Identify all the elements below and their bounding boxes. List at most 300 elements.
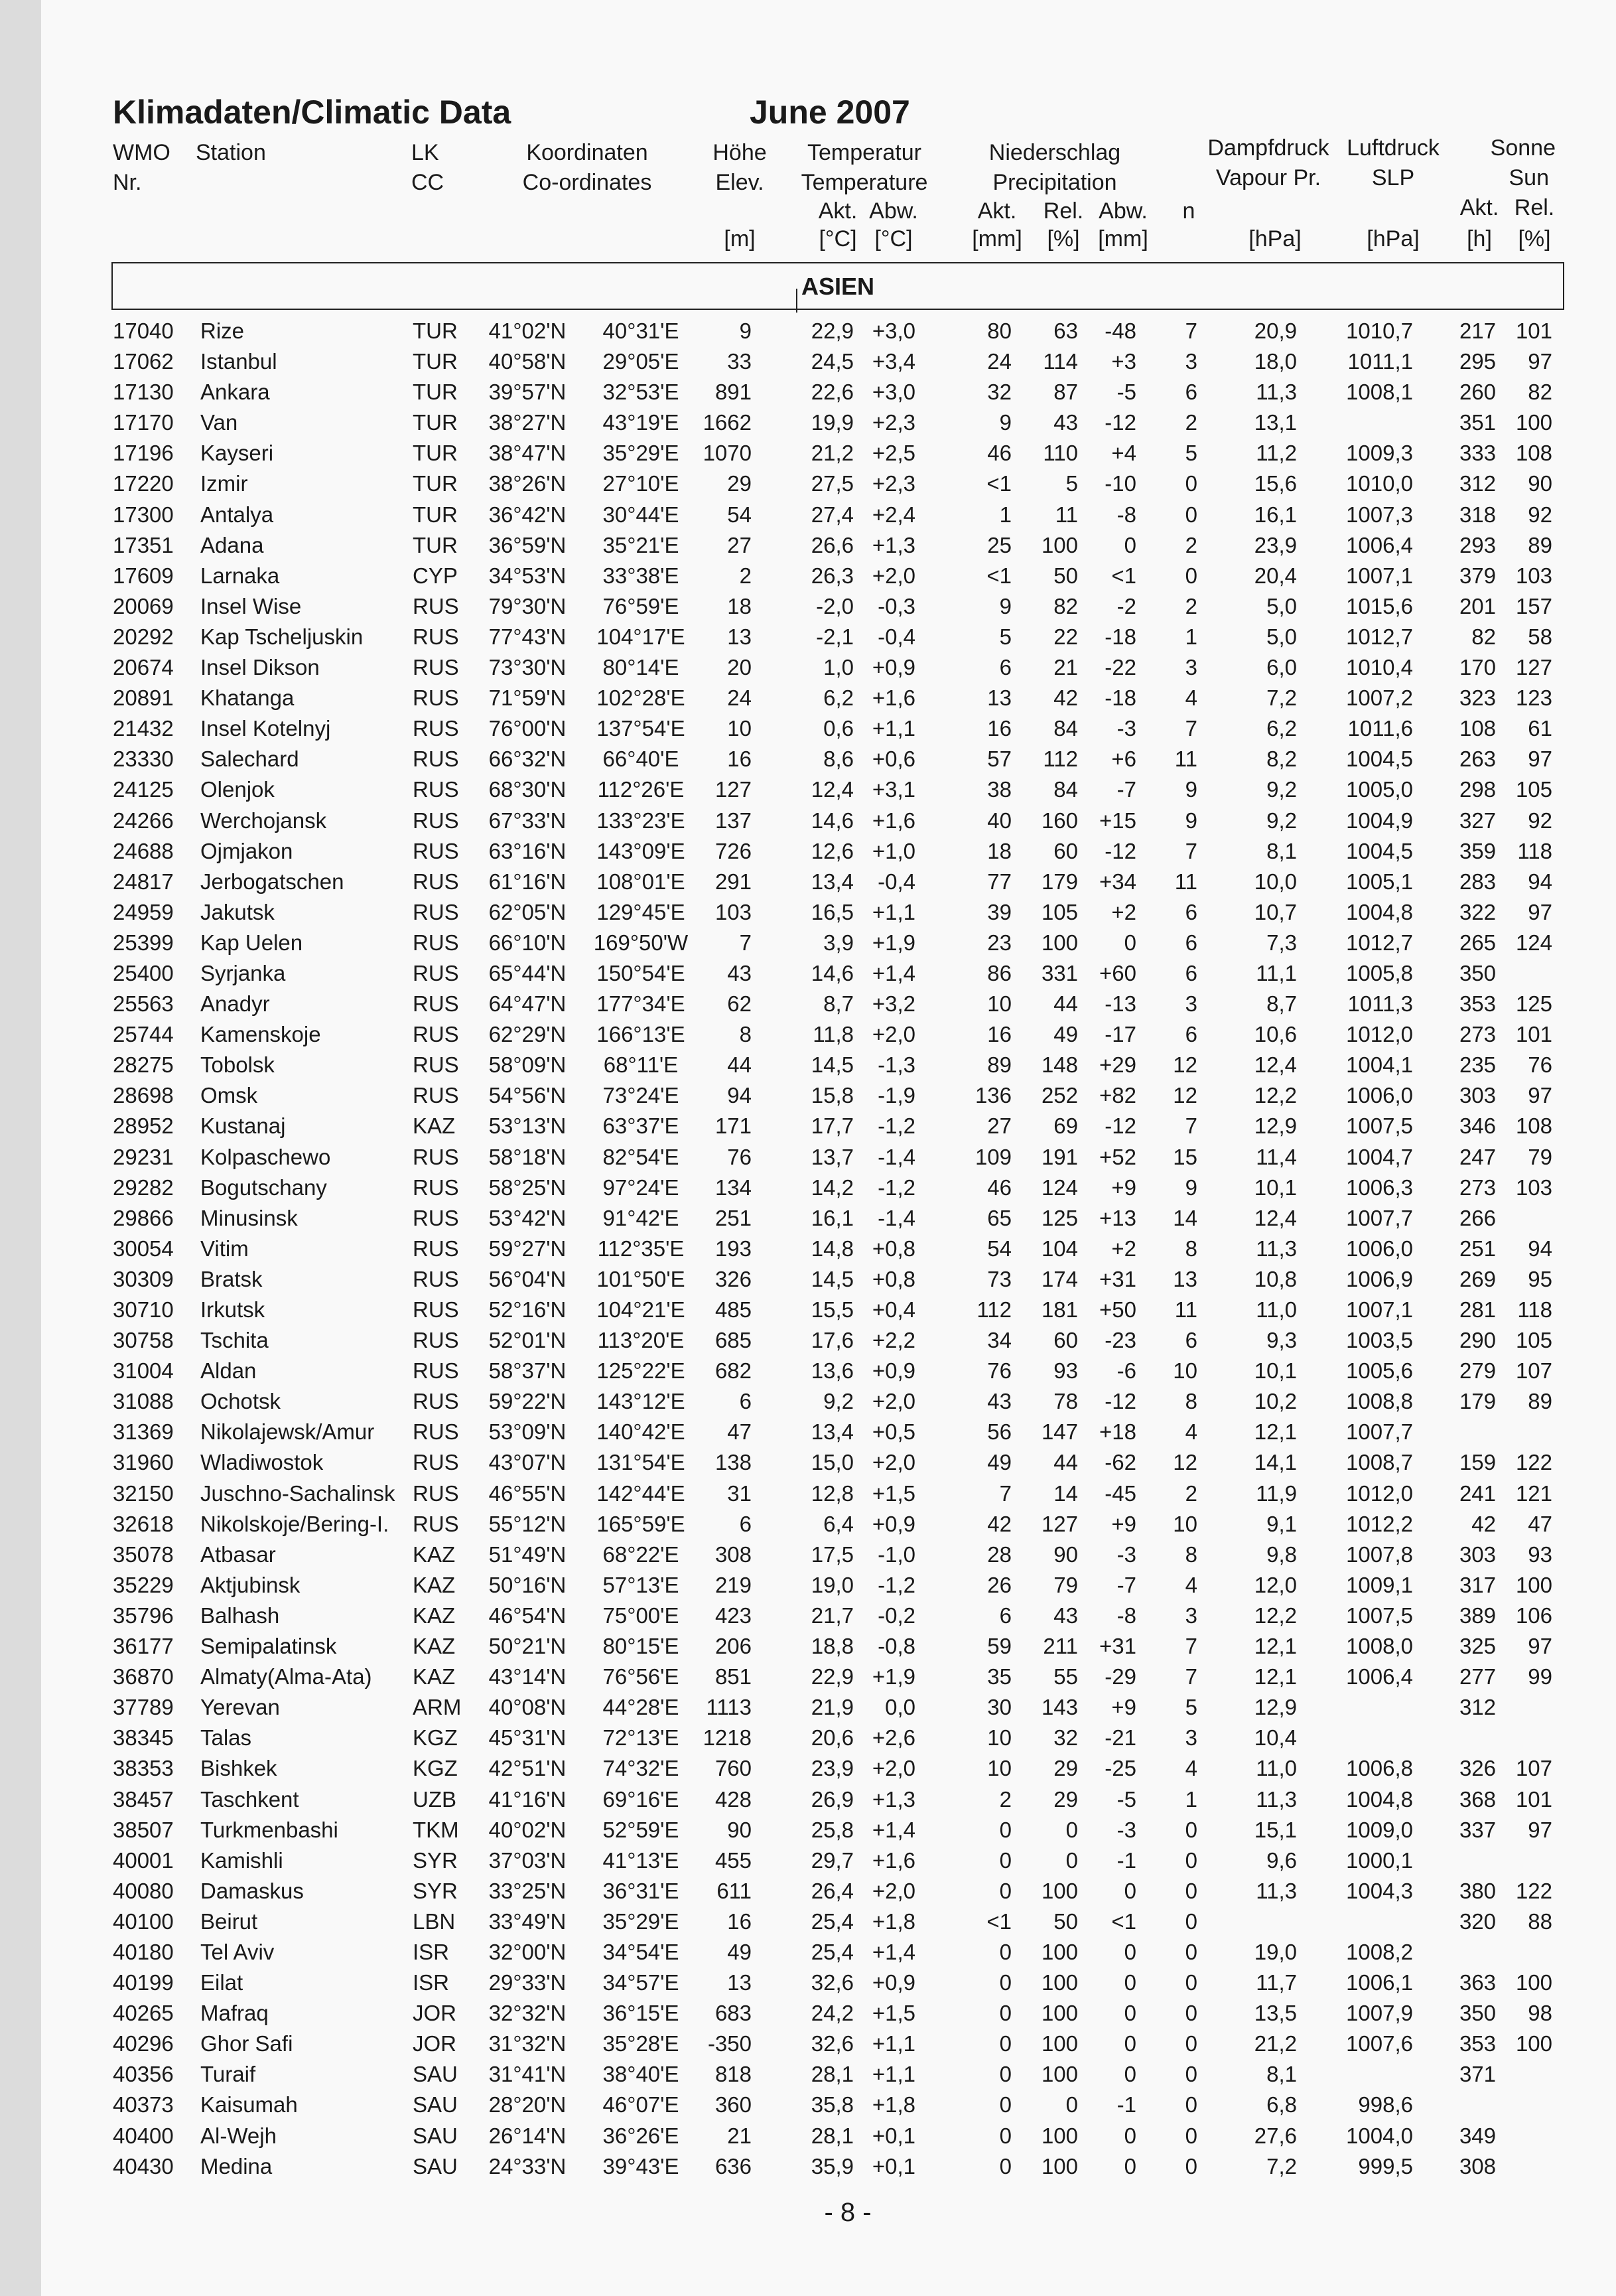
station-name-cell: Aktjubinsk bbox=[200, 1572, 301, 1597]
latitude-cell: 41°02'N bbox=[488, 319, 567, 343]
precipitation-days-cell: 12 bbox=[1173, 1083, 1197, 1108]
vapour-pressure-cell: 7,2 bbox=[1266, 685, 1297, 711]
vapour-pressure-cell: 27,6 bbox=[1254, 2123, 1297, 2148]
sunshine-hours-cell: 293 bbox=[1459, 532, 1496, 557]
precipitation-days-cell: 0 bbox=[1185, 2153, 1197, 2179]
elevation-cell: 683 bbox=[714, 2001, 752, 2026]
station-name-cell: Izmir bbox=[200, 471, 248, 496]
vapour-pressure-cell: 10,1 bbox=[1254, 1358, 1297, 1384]
precipitation-relative-cell: 211 bbox=[1043, 1634, 1078, 1659]
precipitation-relative-cell: 42 bbox=[1053, 685, 1078, 711]
sea-level-pressure-cell: 1010,0 bbox=[1346, 471, 1413, 496]
column-header-label: Co-ordinates bbox=[522, 170, 652, 195]
precipitation-relative-cell: 100 bbox=[1041, 2001, 1078, 2026]
sea-level-pressure-cell: 1004,5 bbox=[1346, 838, 1413, 863]
precipitation-actual-cell: 49 bbox=[987, 1450, 1012, 1475]
precipitation-days-cell: 9 bbox=[1185, 777, 1197, 802]
country-code-cell: TUR bbox=[413, 349, 458, 374]
sea-level-pressure-cell: 1012,0 bbox=[1346, 1480, 1413, 1506]
precipitation-relative-cell: 29 bbox=[1053, 1786, 1078, 1812]
temperature-actual-cell: 9,2 bbox=[823, 1389, 854, 1414]
wmo-number-cell: 40001 bbox=[113, 1847, 174, 1873]
table-row bbox=[0, 1386, 1616, 1417]
precipitation-deviation-cell: -10 bbox=[1105, 471, 1136, 496]
wmo-number-cell: 17196 bbox=[113, 441, 174, 466]
sunshine-relative-cell: 106 bbox=[1515, 1603, 1552, 1628]
wmo-number-cell: 30758 bbox=[113, 1328, 174, 1353]
longitude-cell: 34°54'E bbox=[602, 1939, 679, 1964]
precipitation-days-cell: 0 bbox=[1185, 1878, 1197, 1903]
sea-level-pressure-cell: 1006,1 bbox=[1346, 1970, 1413, 1995]
vapour-pressure-cell: 5,0 bbox=[1266, 624, 1297, 649]
vapour-pressure-cell: 12,4 bbox=[1254, 1052, 1297, 1078]
sea-level-pressure-cell: 1006,4 bbox=[1346, 1664, 1413, 1689]
station-name-cell: Tobolsk bbox=[200, 1052, 275, 1078]
sunshine-hours-cell: 312 bbox=[1459, 471, 1496, 496]
precipitation-relative-cell: 21 bbox=[1053, 655, 1078, 680]
sea-level-pressure-cell: 1006,8 bbox=[1346, 1756, 1413, 1781]
sunshine-hours-cell: 325 bbox=[1459, 1634, 1496, 1659]
temperature-deviation-cell: +1,9 bbox=[872, 1664, 915, 1689]
sunshine-relative-cell: 107 bbox=[1515, 1756, 1552, 1781]
sea-level-pressure-cell: 1006,3 bbox=[1346, 1175, 1413, 1200]
elevation-cell: 423 bbox=[714, 1603, 752, 1628]
column-header-label: [h] bbox=[1467, 226, 1492, 251]
sunshine-relative-cell: 79 bbox=[1528, 1144, 1552, 1169]
station-name-cell: Talas bbox=[200, 1725, 252, 1751]
precipitation-deviation-cell: 0 bbox=[1124, 2001, 1136, 2026]
temperature-deviation-cell: -1,9 bbox=[878, 1083, 915, 1108]
longitude-cell: 68°11'E bbox=[603, 1052, 679, 1078]
sea-level-pressure-cell: 1008,8 bbox=[1346, 1389, 1413, 1414]
latitude-cell: 73°30'N bbox=[488, 655, 567, 680]
precipitation-actual-cell: 10 bbox=[987, 1725, 1012, 1751]
table-row bbox=[0, 1906, 1616, 1937]
precipitation-actual-cell: 0 bbox=[999, 2062, 1012, 2087]
table-row bbox=[0, 438, 1616, 468]
sunshine-relative-cell: 107 bbox=[1515, 1358, 1552, 1384]
precipitation-actual-cell: 9 bbox=[999, 593, 1012, 618]
wmo-number-cell: 21432 bbox=[113, 716, 174, 741]
precipitation-relative-cell: 0 bbox=[1065, 1847, 1078, 1873]
sea-level-pressure-cell: 1007,9 bbox=[1346, 2001, 1413, 2026]
wmo-number-cell: 30054 bbox=[113, 1236, 174, 1261]
temperature-deviation-cell: +2,0 bbox=[872, 563, 915, 588]
latitude-cell: 50°16'N bbox=[488, 1572, 567, 1597]
wmo-number-cell: 28698 bbox=[113, 1083, 174, 1108]
temperature-actual-cell: 0,6 bbox=[823, 716, 854, 741]
precipitation-actual-cell: 10 bbox=[987, 1756, 1012, 1781]
country-code-cell: RUS bbox=[413, 1480, 459, 1506]
temperature-deviation-cell: +1,5 bbox=[872, 1480, 915, 1506]
precipitation-actual-cell: 6 bbox=[999, 655, 1012, 680]
sunshine-hours-cell: 260 bbox=[1459, 380, 1496, 405]
precipitation-deviation-cell: -1 bbox=[1116, 1847, 1136, 1873]
vapour-pressure-cell: 20,9 bbox=[1254, 319, 1297, 343]
precipitation-deviation-cell: -13 bbox=[1105, 991, 1136, 1017]
table-row bbox=[0, 1417, 1616, 1447]
wmo-number-cell: 17040 bbox=[113, 319, 174, 343]
precipitation-deviation-cell: +4 bbox=[1111, 441, 1136, 466]
table-row bbox=[0, 1111, 1616, 1141]
table-row bbox=[0, 1570, 1616, 1601]
table-row bbox=[0, 1325, 1616, 1356]
precipitation-days-cell: 2 bbox=[1185, 410, 1197, 435]
precipitation-days-cell: 0 bbox=[1185, 1939, 1197, 1964]
temperature-deviation-cell: +0,9 bbox=[872, 1511, 915, 1536]
longitude-cell: 36°15'E bbox=[602, 2001, 679, 2026]
precipitation-days-cell: 4 bbox=[1185, 1419, 1197, 1445]
wmo-number-cell: 40430 bbox=[113, 2153, 174, 2179]
longitude-cell: 125°22'E bbox=[596, 1358, 685, 1384]
vapour-pressure-cell: 10,8 bbox=[1254, 1266, 1297, 1291]
table-row bbox=[0, 928, 1616, 958]
table-row bbox=[0, 1662, 1616, 1692]
sunshine-hours-cell: 277 bbox=[1459, 1664, 1496, 1689]
temperature-actual-cell: 8,6 bbox=[823, 747, 854, 772]
precipitation-days-cell: 12 bbox=[1173, 1450, 1197, 1475]
precipitation-days-cell: 6 bbox=[1185, 930, 1197, 955]
precipitation-days-cell: 13 bbox=[1173, 1266, 1197, 1291]
temperature-actual-cell: 24,2 bbox=[811, 2001, 854, 2026]
station-name-cell: Kamishli bbox=[200, 1847, 283, 1873]
vapour-pressure-cell: 19,0 bbox=[1254, 1939, 1297, 1964]
country-code-cell: RUS bbox=[413, 1022, 459, 1047]
temperature-deviation-cell: +0,9 bbox=[872, 1970, 915, 1995]
precipitation-days-cell: 0 bbox=[1185, 1908, 1197, 1934]
temperature-deviation-cell: +2,6 bbox=[872, 1725, 915, 1751]
sea-level-pressure-cell: 1012,7 bbox=[1346, 624, 1413, 649]
temperature-deviation-cell: +1,4 bbox=[872, 1939, 915, 1964]
sea-level-pressure-cell: 998,6 bbox=[1358, 2092, 1413, 2117]
precipitation-deviation-cell: +2 bbox=[1111, 899, 1136, 924]
station-name-cell: Ankara bbox=[200, 380, 270, 405]
vapour-pressure-cell: 8,2 bbox=[1266, 747, 1297, 772]
temperature-deviation-cell: +2,0 bbox=[872, 1878, 915, 1903]
station-name-cell: Olenjok bbox=[200, 777, 275, 802]
temperature-deviation-cell: +2,3 bbox=[872, 471, 915, 496]
sea-level-pressure-cell: 1004,3 bbox=[1346, 1878, 1413, 1903]
vapour-pressure-cell: 23,9 bbox=[1254, 532, 1297, 557]
column-header-label: Sun bbox=[1509, 165, 1549, 190]
country-code-cell: RUS bbox=[413, 930, 459, 955]
sunshine-hours-cell: 337 bbox=[1459, 1817, 1496, 1842]
section-header-box bbox=[111, 262, 1564, 310]
precipitation-deviation-cell: -12 bbox=[1105, 838, 1136, 863]
wmo-number-cell: 28275 bbox=[113, 1052, 174, 1078]
elevation-cell: 685 bbox=[714, 1328, 752, 1353]
sunshine-relative-cell: 122 bbox=[1515, 1878, 1552, 1903]
column-header-label: [m] bbox=[724, 226, 756, 251]
precipitation-relative-cell: 63 bbox=[1053, 319, 1078, 343]
precipitation-relative-cell: 93 bbox=[1053, 1358, 1078, 1384]
sunshine-relative-cell: 108 bbox=[1515, 1113, 1552, 1139]
table-row bbox=[0, 2121, 1616, 2151]
vapour-pressure-cell: 18,0 bbox=[1254, 349, 1297, 374]
precipitation-relative-cell: 32 bbox=[1053, 1725, 1078, 1751]
wmo-number-cell: 25400 bbox=[113, 960, 174, 985]
temperature-actual-cell: 14,8 bbox=[811, 1236, 854, 1261]
column-header-label: Koordinaten bbox=[526, 140, 648, 165]
temperature-deviation-cell: +3,2 bbox=[872, 991, 915, 1017]
station-name-cell: Kap Uelen bbox=[200, 930, 303, 955]
precipitation-relative-cell: 0 bbox=[1065, 2092, 1078, 2117]
country-code-cell: RUS bbox=[413, 716, 459, 741]
precipitation-actual-cell: <1 bbox=[986, 471, 1012, 496]
precipitation-actual-cell: 77 bbox=[987, 869, 1012, 894]
longitude-cell: 177°34'E bbox=[596, 991, 685, 1017]
precipitation-actual-cell: 0 bbox=[999, 1939, 1012, 1964]
vapour-pressure-cell: 9,6 bbox=[1266, 1847, 1297, 1873]
column-header-label: Sonne bbox=[1490, 135, 1556, 161]
sunshine-relative-cell: 97 bbox=[1528, 1817, 1552, 1842]
column-header-label: Dampfdruck bbox=[1207, 135, 1329, 161]
table-row bbox=[0, 1234, 1616, 1264]
temperature-deviation-cell: +0,8 bbox=[872, 1236, 915, 1261]
longitude-cell: 36°31'E bbox=[602, 1878, 679, 1903]
column-header-label: [%] bbox=[1518, 226, 1551, 251]
wmo-number-cell: 40356 bbox=[113, 2062, 174, 2087]
table-row bbox=[0, 1142, 1616, 1173]
sunshine-relative-cell: 118 bbox=[1517, 1297, 1552, 1322]
elevation-cell: 818 bbox=[714, 2062, 752, 2087]
sunshine-hours-cell: 333 bbox=[1459, 441, 1496, 466]
table-row bbox=[0, 2090, 1616, 2120]
latitude-cell: 46°54'N bbox=[488, 1603, 567, 1628]
longitude-cell: 169°50'W bbox=[593, 930, 689, 955]
sea-level-pressure-cell: 1004,7 bbox=[1346, 1144, 1413, 1169]
sunshine-hours-cell: 323 bbox=[1459, 685, 1496, 711]
station-name-cell: Mafraq bbox=[200, 2001, 269, 2026]
longitude-cell: 35°29'E bbox=[602, 1908, 679, 1934]
vapour-pressure-cell: 12,0 bbox=[1254, 1572, 1297, 1597]
latitude-cell: 68°30'N bbox=[488, 777, 567, 802]
precipitation-days-cell: 2 bbox=[1185, 532, 1197, 557]
temperature-deviation-cell: +0,1 bbox=[872, 2153, 915, 2179]
precipitation-actual-cell: 54 bbox=[987, 1236, 1012, 1261]
longitude-cell: 69°16'E bbox=[602, 1786, 679, 1812]
precipitation-deviation-cell: +9 bbox=[1111, 1695, 1136, 1720]
sunshine-hours-cell: 295 bbox=[1459, 349, 1496, 374]
precipitation-relative-cell: 174 bbox=[1041, 1266, 1078, 1291]
country-code-cell: ISR bbox=[413, 1970, 450, 1995]
country-code-cell: SYR bbox=[413, 1847, 458, 1873]
precipitation-deviation-cell: 0 bbox=[1124, 2123, 1136, 2148]
country-code-cell: JOR bbox=[413, 2001, 456, 2026]
table-row bbox=[0, 1478, 1616, 1509]
latitude-cell: 53°42'N bbox=[488, 1205, 567, 1230]
precipitation-actual-cell: 6 bbox=[999, 1603, 1012, 1628]
precipitation-actual-cell: 65 bbox=[987, 1205, 1012, 1230]
country-code-cell: RUS bbox=[413, 1236, 459, 1261]
precipitation-actual-cell: 35 bbox=[987, 1664, 1012, 1689]
vapour-pressure-cell: 12,2 bbox=[1254, 1083, 1297, 1108]
table-row bbox=[0, 561, 1616, 591]
sunshine-hours-cell: 303 bbox=[1459, 1083, 1496, 1108]
longitude-cell: 73°24'E bbox=[602, 1083, 679, 1108]
precipitation-actual-cell: 80 bbox=[987, 319, 1012, 343]
precipitation-actual-cell: 0 bbox=[999, 1847, 1012, 1873]
table-row bbox=[0, 1264, 1616, 1295]
country-code-cell: RUS bbox=[413, 960, 459, 985]
sunshine-relative-cell: 103 bbox=[1515, 563, 1552, 588]
country-code-cell: TKM bbox=[413, 1817, 459, 1842]
precipitation-days-cell: 0 bbox=[1185, 563, 1197, 588]
sea-level-pressure-cell: 1007,1 bbox=[1346, 1297, 1413, 1322]
precipitation-deviation-cell: +60 bbox=[1099, 960, 1136, 985]
wmo-number-cell: 31004 bbox=[113, 1358, 174, 1384]
latitude-cell: 32°32'N bbox=[488, 2001, 567, 2026]
sunshine-relative-cell: 157 bbox=[1515, 593, 1552, 618]
sea-level-pressure-cell: 1009,0 bbox=[1346, 1817, 1413, 1842]
column-header-label: [hPa] bbox=[1248, 226, 1302, 251]
section-divider-tick bbox=[796, 289, 797, 313]
sunshine-relative-cell: 127 bbox=[1515, 655, 1552, 680]
latitude-cell: 61°16'N bbox=[488, 869, 567, 894]
longitude-cell: 44°28'E bbox=[602, 1695, 679, 1720]
table-row bbox=[0, 744, 1616, 774]
temperature-deviation-cell: +3,1 bbox=[872, 777, 915, 802]
sea-level-pressure-cell: 1009,1 bbox=[1346, 1572, 1413, 1597]
sunshine-hours-cell: 389 bbox=[1459, 1603, 1496, 1628]
temperature-deviation-cell: -1,0 bbox=[878, 1542, 915, 1567]
precipitation-relative-cell: 60 bbox=[1053, 1328, 1078, 1353]
sunshine-hours-cell: 303 bbox=[1459, 1542, 1496, 1567]
latitude-cell: 46°55'N bbox=[488, 1480, 567, 1506]
temperature-actual-cell: 26,9 bbox=[811, 1786, 854, 1812]
temperature-actual-cell: 35,9 bbox=[811, 2153, 854, 2179]
temperature-deviation-cell: +2,3 bbox=[872, 410, 915, 435]
precipitation-relative-cell: 50 bbox=[1053, 1908, 1078, 1934]
sea-level-pressure-cell: 1006,0 bbox=[1346, 1236, 1413, 1261]
column-header-label: WMO bbox=[113, 140, 170, 165]
elevation-cell: 103 bbox=[714, 899, 752, 924]
latitude-cell: 38°26'N bbox=[488, 471, 567, 496]
sea-level-pressure-cell: 1005,8 bbox=[1346, 960, 1413, 985]
column-header-label: n bbox=[1182, 198, 1195, 224]
temperature-deviation-cell: +0,4 bbox=[872, 1297, 915, 1322]
precipitation-actual-cell: 0 bbox=[999, 2153, 1012, 2179]
elevation-cell: -350 bbox=[707, 2031, 752, 2056]
sunshine-relative-cell: 97 bbox=[1528, 349, 1552, 374]
sunshine-relative-cell: 101 bbox=[1515, 1022, 1552, 1047]
sea-level-pressure-cell: 999,5 bbox=[1358, 2153, 1413, 2179]
sea-level-pressure-cell: 1004,5 bbox=[1346, 747, 1413, 772]
country-code-cell: RUS bbox=[413, 899, 459, 924]
sunshine-hours-cell: 327 bbox=[1459, 808, 1496, 833]
sea-level-pressure-cell: 1004,8 bbox=[1346, 1786, 1413, 1812]
sea-level-pressure-cell: 1005,6 bbox=[1346, 1358, 1413, 1384]
precipitation-actual-cell: 28 bbox=[987, 1542, 1012, 1567]
column-header-label: Precipitation bbox=[992, 170, 1117, 195]
latitude-cell: 53°13'N bbox=[488, 1113, 567, 1139]
longitude-cell: 133°23'E bbox=[596, 808, 685, 833]
temperature-actual-cell: 14,5 bbox=[811, 1266, 854, 1291]
temperature-deviation-cell: +2,0 bbox=[872, 1756, 915, 1781]
sunshine-relative-cell: 123 bbox=[1515, 685, 1552, 711]
column-header-label: Rel. bbox=[1043, 198, 1084, 224]
sea-level-pressure-cell: 1012,2 bbox=[1346, 1511, 1413, 1536]
wmo-number-cell: 17130 bbox=[113, 380, 174, 405]
precipitation-relative-cell: 331 bbox=[1041, 960, 1078, 985]
wmo-number-cell: 40296 bbox=[113, 2031, 174, 2056]
sunshine-relative-cell: 61 bbox=[1528, 716, 1552, 741]
country-code-cell: TUR bbox=[413, 319, 458, 343]
elevation-cell: 33 bbox=[727, 349, 752, 374]
wmo-number-cell: 23330 bbox=[113, 747, 174, 772]
country-code-cell: TUR bbox=[413, 471, 458, 496]
precipitation-days-cell: 1 bbox=[1185, 1786, 1197, 1812]
column-header-label: Höhe bbox=[712, 140, 767, 165]
table-row bbox=[0, 1784, 1616, 1815]
vapour-pressure-cell: 15,1 bbox=[1254, 1817, 1297, 1842]
latitude-cell: 28°20'N bbox=[488, 2092, 567, 2117]
sunshine-hours-cell: 320 bbox=[1459, 1908, 1496, 1934]
sunshine-relative-cell: 118 bbox=[1517, 838, 1552, 863]
longitude-cell: 52°59'E bbox=[602, 1817, 679, 1842]
vapour-pressure-cell: 12,9 bbox=[1254, 1113, 1297, 1139]
elevation-cell: 1070 bbox=[703, 441, 752, 466]
temperature-actual-cell: 13,4 bbox=[811, 869, 854, 894]
precipitation-days-cell: 0 bbox=[1185, 2031, 1197, 2056]
precipitation-deviation-cell: 0 bbox=[1124, 1939, 1136, 1964]
column-header-label: [°C] bbox=[819, 226, 857, 251]
table-row bbox=[0, 1203, 1616, 1234]
station-name-cell: Turaif bbox=[200, 2062, 256, 2087]
longitude-cell: 80°14'E bbox=[602, 655, 679, 680]
sunshine-hours-cell: 346 bbox=[1459, 1113, 1496, 1139]
temperature-deviation-cell: +1,5 bbox=[872, 2001, 915, 2026]
country-code-cell: RUS bbox=[413, 869, 459, 894]
longitude-cell: 102°28'E bbox=[596, 685, 685, 711]
elevation-cell: 6 bbox=[739, 1511, 752, 1536]
precipitation-deviation-cell: +3 bbox=[1111, 349, 1136, 374]
precipitation-days-cell: 4 bbox=[1185, 1756, 1197, 1781]
longitude-cell: 29°05'E bbox=[602, 349, 679, 374]
precipitation-deviation-cell: -8 bbox=[1116, 502, 1136, 527]
wmo-number-cell: 28952 bbox=[113, 1113, 174, 1139]
vapour-pressure-cell: 11,3 bbox=[1256, 1878, 1297, 1903]
longitude-cell: 166°13'E bbox=[596, 1022, 685, 1047]
column-header-label: Nr. bbox=[113, 170, 142, 195]
elevation-cell: 27 bbox=[727, 532, 752, 557]
column-header-label: Abw. bbox=[869, 198, 918, 224]
elevation-cell: 31 bbox=[727, 1480, 752, 1506]
latitude-cell: 54°56'N bbox=[488, 1083, 567, 1108]
country-code-cell: KAZ bbox=[413, 1634, 456, 1659]
table-row bbox=[0, 958, 1616, 989]
table-row bbox=[0, 989, 1616, 1019]
table-row bbox=[0, 652, 1616, 683]
precipitation-deviation-cell: +13 bbox=[1099, 1205, 1136, 1230]
precipitation-deviation-cell: -23 bbox=[1105, 1328, 1136, 1353]
temperature-actual-cell: 14,5 bbox=[811, 1052, 854, 1078]
precipitation-deviation-cell: +29 bbox=[1099, 1052, 1136, 1078]
longitude-cell: 35°21'E bbox=[602, 532, 679, 557]
precipitation-actual-cell: 56 bbox=[987, 1419, 1012, 1445]
elevation-cell: 891 bbox=[714, 380, 752, 405]
latitude-cell: 53°09'N bbox=[488, 1419, 567, 1445]
vapour-pressure-cell: 12,1 bbox=[1254, 1664, 1297, 1689]
country-code-cell: RUS bbox=[413, 1389, 459, 1414]
precipitation-days-cell: 8 bbox=[1185, 1542, 1197, 1567]
wmo-number-cell: 29231 bbox=[113, 1144, 174, 1169]
temperature-actual-cell: 15,5 bbox=[811, 1297, 854, 1322]
longitude-cell: 34°57'E bbox=[602, 1970, 679, 1995]
column-header-label: Akt. bbox=[977, 198, 1017, 224]
precipitation-actual-cell: 0 bbox=[999, 1970, 1012, 1995]
precipitation-days-cell: 7 bbox=[1185, 838, 1197, 863]
